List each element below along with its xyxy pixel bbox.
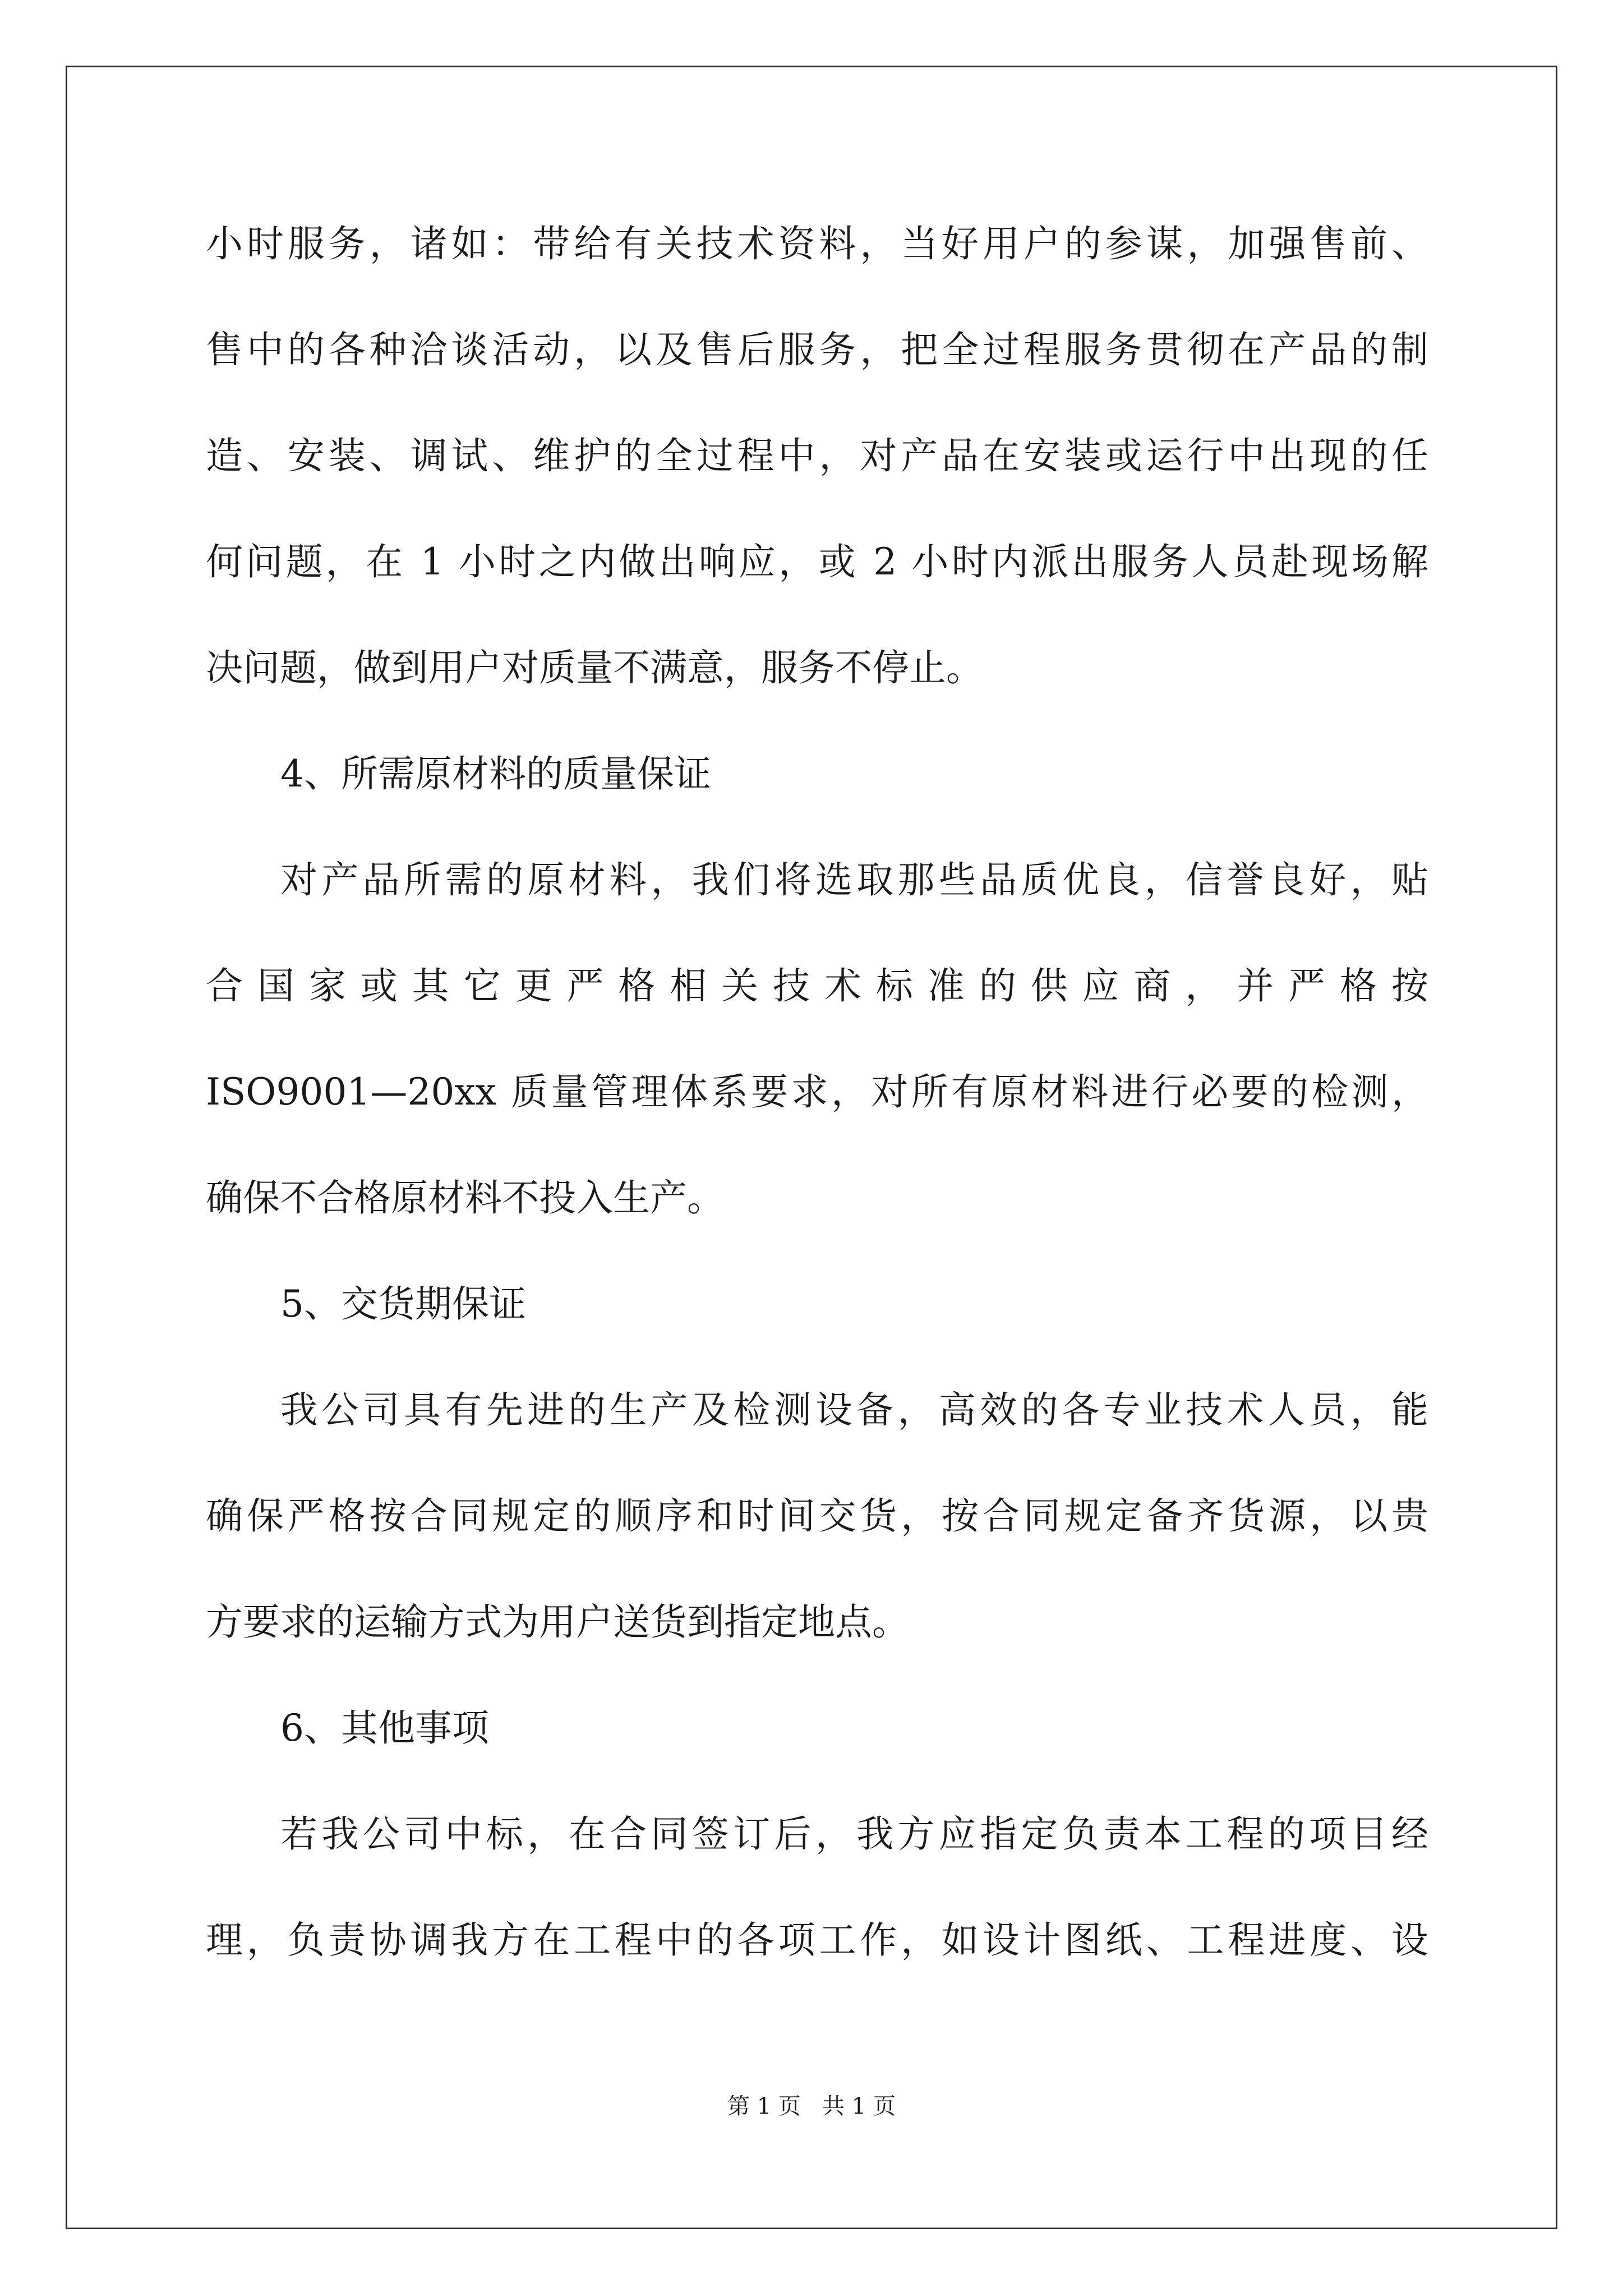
paragraph-line: 售中的各种洽谈活动，以及售后服务，把全过程服务贯彻在产品的制 [206, 328, 1428, 371]
paragraph-line: 决问题，做到用户对质量不满意，服务不停止。 [206, 646, 983, 689]
section-heading: 5、交货期保证 [280, 1282, 526, 1326]
page-border [66, 66, 1557, 2229]
section-heading: 6、其他事项 [280, 1706, 489, 1750]
paragraph-line: 造、安装、调试、维护的全过程中，对产品在安装或运行中出现的任 [206, 434, 1428, 477]
section-heading: 4、所需原材料的质量保证 [280, 752, 711, 795]
page-footer: 第 1 页 共 1 页 [727, 2093, 896, 2119]
paragraph-line: 理，负责协调我方在工程中的各项工作，如设计图纸、工程进度、设 [206, 1918, 1428, 1962]
paragraph-line: 对产品所需的原材料，我们将选取那些品质优良，信誉良好，贴 [280, 858, 1428, 901]
paragraph-line: 何问题，在 1 小时之内做出响应，或 2 小时内派出服务人员赴现场解 [206, 540, 1428, 583]
paragraph-line: 若我公司中标，在合同签订后，我方应指定负责本工程的项目经 [280, 1812, 1428, 1856]
paragraph-line: 小时服务，诸如：带给有关技术资料，当好用户的参谋，加强售前、 [206, 222, 1428, 265]
paragraph-line: 确保不合格原材料不投入生产。 [206, 1176, 724, 1220]
paragraph-line: 确保严格按合同规定的顺序和时间交货，按合同规定备齐货源，以贵 [206, 1494, 1428, 1538]
paragraph-line: 合 国 家 或 其 它 更 严 格 相 关 技 术 标 准 的 供 应 商 ， 并 严 格 按 [206, 964, 1428, 1007]
paragraph-line: 我公司具有先进的生产及检测设备，高效的各专业技术人员，能 [280, 1388, 1428, 1432]
paragraph-line: 方要求的运输方式为用户送货到指定地点。 [206, 1600, 909, 1644]
paragraph-line: ISO9001—20xx 质量管理体系要求，对所有原材料进行必要的检测， [206, 1070, 1428, 1114]
